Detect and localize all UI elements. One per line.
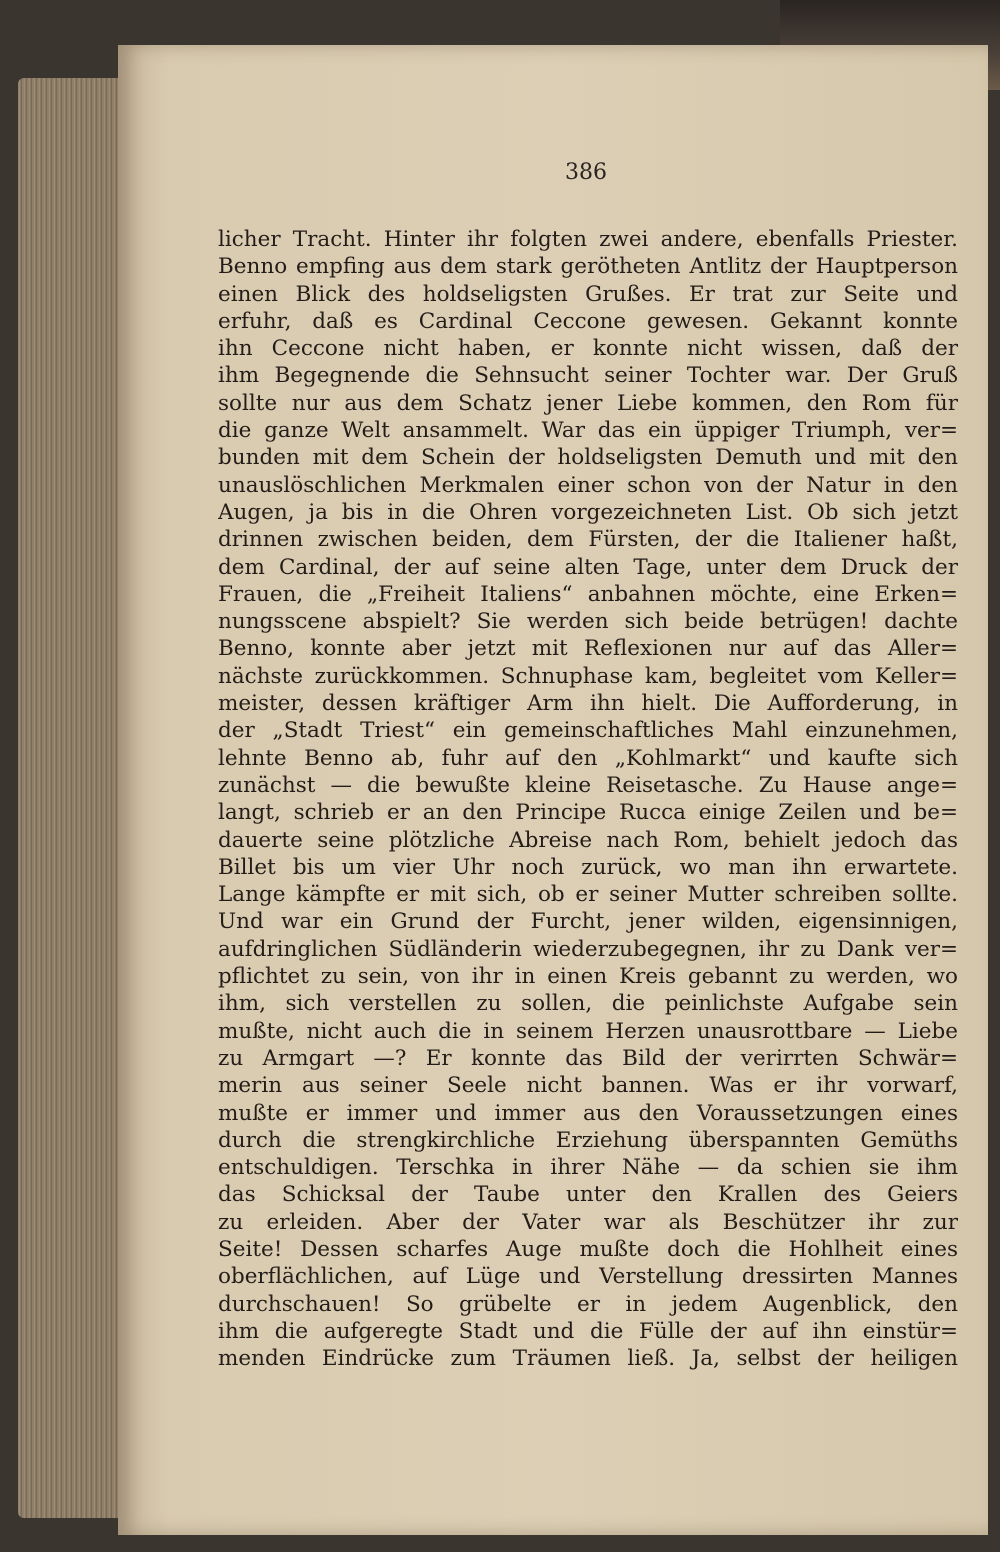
text-line: mußte er immer und immer aus den Voraussetzungen eines xyxy=(218,1100,958,1126)
page-number: 386 xyxy=(565,160,607,185)
text-line: meister, dessen kräftiger Arm ihn hielt. Die Aufforderung, in xyxy=(218,691,958,717)
text-line: Benno empfing aus dem stark gerötheten Antlitz der Hauptperson xyxy=(218,254,958,280)
text-line: lehnte Benno ab, fuhr auf den „Kohlmarkt“ und kaufte sich xyxy=(218,745,958,771)
text-line: ihm die aufgeregte Stadt und die Fülle der auf ihn einstür= xyxy=(218,1318,958,1344)
text-line: Augen, ja bis in die Ohren vorgezeichneten List. Ob sich jetzt xyxy=(218,499,958,525)
text-line: oberflächlichen, auf Lüge und Verstellung dressirten Mannes xyxy=(218,1264,958,1290)
text-line: zu Armgart —? Er konnte das Bild der verirrten Schwär= xyxy=(218,1045,958,1071)
text-line: Benno, konnte aber jetzt mit Reflexionen nur auf das Aller= xyxy=(218,636,958,662)
text-line: langt, schrieb er an den Principe Rucca einige Zeilen und be= xyxy=(218,800,958,826)
body-text xyxy=(218,226,958,1372)
text-line: das Schicksal der Taube unter den Krallen des Geiers xyxy=(218,1182,958,1208)
text-line: zunächst — die bewußte kleine Reisetasche. Zu Hause ange= xyxy=(218,772,958,798)
text-line: Und war ein Grund der Furcht, jener wilden, eigensinnigen, xyxy=(218,909,958,935)
text-line: ihn Ceccone nicht haben, er konnte nicht wissen, daß der xyxy=(218,336,958,362)
text-line: aufdringlichen Südländerin wiederzubegegnen, ihr zu Dank ver= xyxy=(218,936,958,962)
text-line: einen Blick des holdseligsten Grußes. Er trat zur Seite und xyxy=(218,281,958,307)
text-line: ihm, sich verstellen zu sollen, die peinlichste Aufgabe sein xyxy=(218,991,958,1017)
text-line: durchschauen! So grübelte er in jedem Augenblick, den xyxy=(218,1291,958,1317)
text-line: sollte nur aus dem Schatz jener Liebe kommen, den Rom für xyxy=(218,390,958,416)
text-line: merin aus seiner Seele nicht bannen. Was er ihr vorwarf, xyxy=(218,1073,958,1099)
text-line: nächste zurückkommen. Schnuphase kam, begleitet vom Keller= xyxy=(218,663,958,689)
text-line: entschuldigen. Terschka in ihrer Nähe — da schien sie ihm xyxy=(218,1155,958,1181)
text-line: Billet bis um vier Uhr noch zurück, wo man ihn erwartete. xyxy=(218,854,958,880)
text-line: Frauen, die „Freiheit Italiens“ anbahnen möchte, eine Erken= xyxy=(218,581,958,607)
text-line: menden Eindrücke zum Träumen ließ. Ja, selbst der heiligen xyxy=(218,1346,958,1372)
text-line: mußte, nicht auch die in seinem Herzen unausrottbare — Liebe xyxy=(218,1018,958,1044)
text-line: ihm Begegnende die Sehnsucht seiner Tochter war. Der Gruß xyxy=(218,363,958,389)
text-line: licher Tracht. Hinter ihr folgten zwei andere, ebenfalls Priester. xyxy=(218,227,958,252)
text-line: dauerte seine plötzliche Abreise nach Rom, behielt jedoch das xyxy=(218,827,958,853)
text-line: unauslöschlichen Merkmalen einer schon von der Natur in den xyxy=(218,472,958,498)
page-edges xyxy=(18,78,130,1518)
text-line: die ganze Welt ansammelt. War das ein üppiger Triumph, ver= xyxy=(218,418,958,444)
text-line: Lange kämpfte er mit sich, ob er seiner Mutter schreiben sollte. xyxy=(218,882,958,908)
text-line: drinnen zwischen beiden, dem Fürsten, der die Italiener haßt, xyxy=(218,527,958,553)
text-line: dem Cardinal, der auf seine alten Tage, unter dem Druck der xyxy=(218,554,958,580)
text-line: nungsscene abspielt? Sie werden sich beide betrügen! dachte xyxy=(218,609,958,635)
text-line: erfuhr, daß es Cardinal Ceccone gewesen. Gekannt konnte xyxy=(218,308,958,334)
text-line: pflichtet zu sein, von ihr in einen Kreis gebannt zu werden, wo xyxy=(218,964,958,990)
text-line: bunden mit dem Schein der holdseligsten Demuth und mit den xyxy=(218,445,958,471)
text-line: durch die strengkirchliche Erziehung überspannten Gemüths xyxy=(218,1127,958,1153)
text-line: zu erleiden. Aber der Vater war als Beschützer ihr zur xyxy=(218,1209,958,1235)
text-line: Seite! Dessen scharfes Auge mußte doch die Hohlheit eines xyxy=(218,1236,958,1262)
text-line: der „Stadt Triest“ ein gemeinschaftliches Mahl einzunehmen, xyxy=(218,718,958,744)
